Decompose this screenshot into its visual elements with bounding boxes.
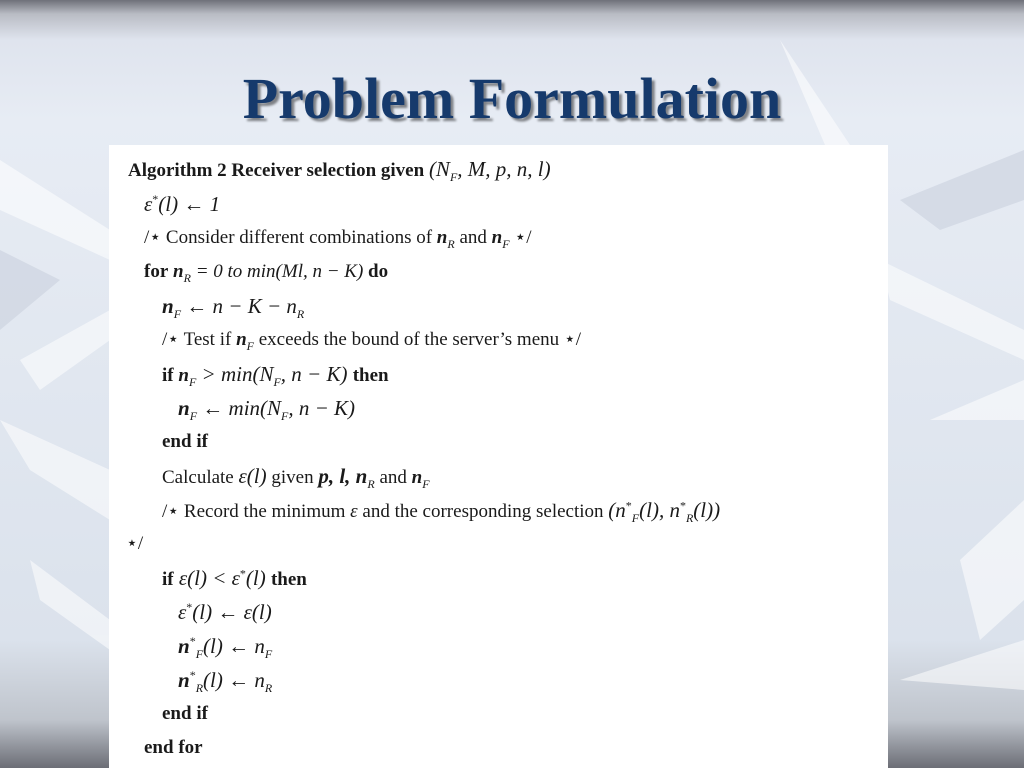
algo-end-if-2: end if	[162, 703, 208, 724]
var: n	[178, 668, 190, 692]
algo-for-loop	[144, 260, 388, 284]
subscript: F	[631, 510, 640, 525]
subscript: F	[264, 647, 273, 662]
epsilon-symbol: ε	[144, 192, 153, 216]
comment-text: exceeds the bound of the server’s menu ⋆/	[254, 329, 582, 350]
algo-comment-test	[162, 328, 581, 352]
subscript: F	[422, 476, 430, 491]
comment-text: and the corresponding selection	[357, 501, 609, 522]
algo-nf-star-update	[178, 634, 273, 662]
subscript: F	[281, 409, 289, 424]
superscript: *	[239, 566, 246, 581]
comment-text: /⋆ Record the minimum	[162, 501, 351, 522]
var: n	[162, 294, 174, 318]
algorithm-header-label: Algorithm 2 Receiver selection given	[128, 160, 425, 181]
algorithm-header	[128, 157, 551, 183]
expression: ε(l)	[238, 464, 267, 488]
subscript: F	[273, 374, 281, 389]
algorithm-header-args-sub: F	[449, 169, 458, 184]
subscript: R	[264, 681, 273, 696]
var: ε	[350, 501, 358, 522]
expression: = 0 to min(Ml, n − K)	[190, 261, 369, 282]
keyword-for: for	[144, 261, 169, 282]
expression: (l) ← n	[203, 634, 265, 658]
var: n	[178, 634, 190, 658]
expression: ← n − K − n	[181, 294, 297, 318]
superscript: *	[625, 498, 632, 513]
algo-if-exceeds	[162, 362, 389, 388]
keyword-if: if	[162, 365, 174, 386]
expression: ← min(N	[197, 396, 282, 420]
keyword-if: if	[162, 569, 174, 590]
comment-text: ⋆/	[509, 227, 532, 248]
algo-end-for: end for	[144, 737, 203, 758]
superscript: *	[189, 634, 196, 648]
subscript: R	[183, 270, 191, 285]
algo-comment-combinations	[144, 226, 532, 250]
expression: > min(N	[196, 362, 274, 386]
algorithm-header-args: (N	[428, 157, 450, 181]
var: n	[411, 467, 423, 488]
keyword-then: then	[270, 569, 307, 590]
subscript: F	[173, 307, 182, 322]
subscript: R	[685, 510, 694, 525]
subscript: R	[367, 476, 375, 491]
var: n	[168, 261, 184, 282]
subscript: R	[447, 236, 455, 251]
statement-text: Calculate	[162, 467, 239, 488]
var: n	[491, 227, 503, 248]
algo-line-init	[144, 192, 220, 216]
expression: , n − K)	[280, 362, 353, 386]
epsilon-symbol: ε	[178, 600, 187, 624]
var: n	[173, 365, 189, 386]
subscript: F	[189, 409, 198, 424]
expression: (l) ← 1	[158, 192, 221, 216]
algo-comment-record	[162, 498, 720, 524]
expression: ε(l) < ε	[173, 566, 240, 590]
subscript: F	[246, 338, 254, 353]
keyword-then: then	[352, 365, 389, 386]
algo-nf-clamp	[178, 396, 356, 424]
algo-comment-close: ⋆/	[126, 533, 144, 554]
slide-title: Problem Formulation	[242, 66, 782, 131]
subscript: F	[188, 374, 197, 389]
algo-nf-assign	[162, 294, 305, 322]
expression: , n − K)	[288, 396, 356, 420]
comment-text: /⋆ Consider different combinations of	[144, 227, 437, 248]
comment-text: and	[454, 227, 492, 248]
keyword-do: do	[368, 261, 389, 282]
expression: p, l, n	[318, 464, 368, 488]
expression: (l) ← n	[203, 668, 265, 692]
expression: (l) ← ε(l)	[192, 600, 272, 624]
statement-text: and	[374, 467, 412, 488]
algo-eps-update	[178, 600, 272, 624]
algorithm-box	[109, 145, 888, 768]
subscript: F	[502, 236, 510, 251]
statement-text: given	[266, 467, 319, 488]
superscript: *	[186, 600, 193, 614]
algo-nr-star-update	[178, 668, 273, 696]
comment-text: /⋆ Test if	[162, 329, 237, 350]
var: n	[236, 329, 247, 350]
algo-if-less	[162, 566, 307, 592]
subscript: R	[296, 307, 305, 322]
superscript: *	[189, 668, 196, 682]
expression: (l)	[245, 566, 271, 590]
expression: (n	[608, 498, 626, 522]
subscript: R	[195, 681, 204, 696]
var: n	[436, 227, 448, 248]
subscript: F	[195, 647, 204, 662]
algorithm-header-args-rest: , M, p, n, l)	[457, 157, 551, 181]
var: n	[178, 396, 190, 420]
algo-calculate	[162, 464, 430, 490]
algo-end-if-1: end if	[162, 431, 208, 452]
superscript: *	[679, 498, 686, 513]
expression: (l), n	[639, 498, 680, 522]
expression: (l))	[693, 498, 721, 522]
superscript: *	[152, 192, 159, 206]
